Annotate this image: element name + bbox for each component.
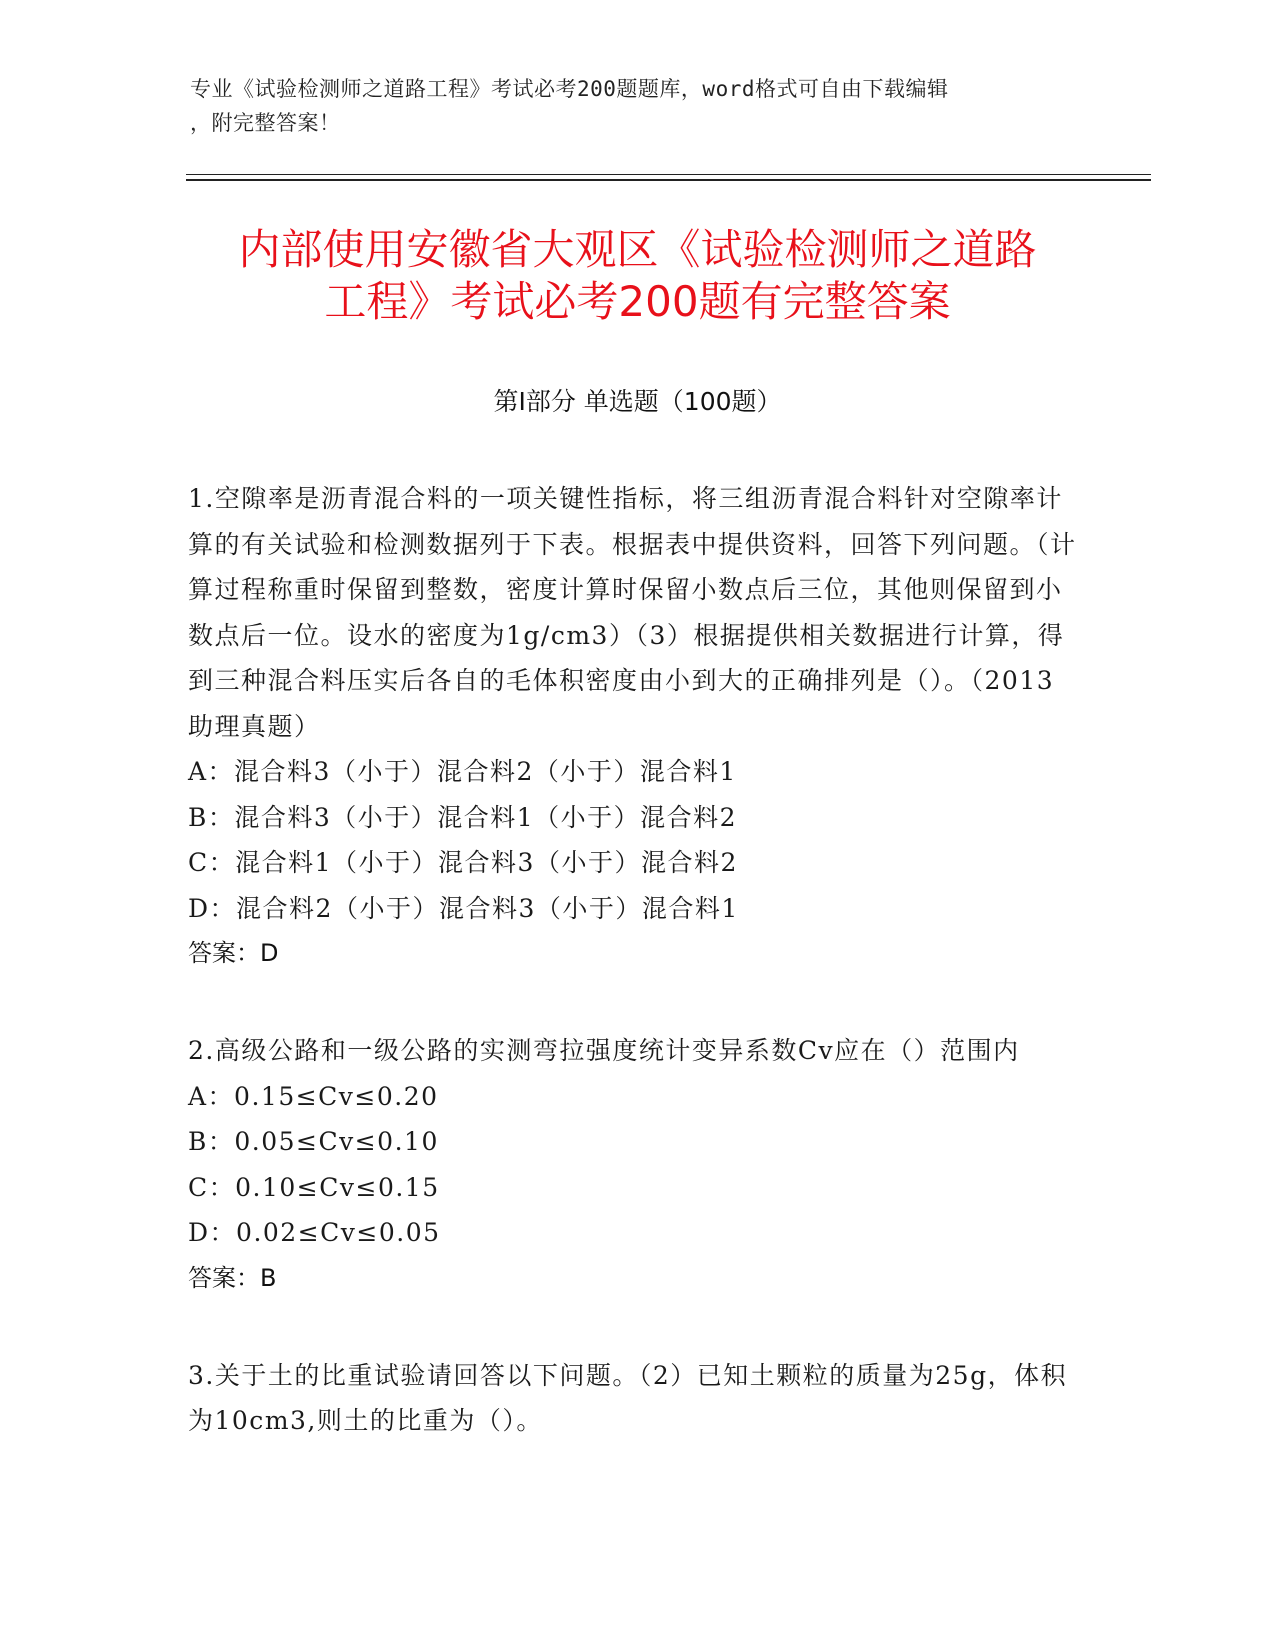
document-title-line-2: 工程》考试必考200题有完整答案 xyxy=(324,277,951,326)
question-option-b: B：0.05≤Cv≤0.10 xyxy=(188,1127,439,1156)
header-note-line-1: 专业《试验检测师之道路工程》考试必考200题题库，word格式可自由下载编辑 xyxy=(190,77,949,101)
question-stem: 1.空隙率是沥青混合料的一项关键性指标，将三组沥青混合料针对空隙率计算的有关试验和检测数据列于下表。根据表中提供资料，回答下列问题。（计算过程称重时保留到整数，密度计算时保留小数点后三位，其他则保留到小数点后一位。设水的密度为1g/cm3）（3）根据提供相关数据进行计算，得到三种混合料压实后各自的毛体积密度由小到大的正确排列是（）。（2013助理真题） xyxy=(188,484,1077,741)
header-divider-thick xyxy=(186,179,1151,181)
question-option-c: C：0.10≤Cv≤0.15 xyxy=(188,1172,440,1202)
question-option-d: D：混合料2（小于）混合料3（小于）混合料1 xyxy=(188,893,739,923)
document-title-line-1: 内部使用安徽省大观区《试验检测师之道路 xyxy=(238,225,1037,274)
question-option-a: A：0.15≤Cv≤0.20 xyxy=(188,1081,439,1111)
header-note-line-2: ，附完整答案！ xyxy=(190,111,341,135)
section-heading: 第Ⅰ部分 单选题（100题） xyxy=(493,387,782,416)
question-item-2 xyxy=(188,1028,1078,1301)
question-answer: 答案：B xyxy=(188,1263,277,1292)
question-option-a: A：混合料3（小于）混合料2（小于）混合料1 xyxy=(188,757,737,786)
question-answer: 答案：D xyxy=(188,939,279,967)
header-note xyxy=(190,72,1090,140)
question-option-b: B：混合料3（小于）混合料1（小于）混合料2 xyxy=(188,802,738,832)
question-stem: 2.高级公路和一级公路的实测弯拉强度统计变异系数Cv应在（）范围内 xyxy=(188,1036,1020,1065)
question-item-1 xyxy=(188,476,1078,976)
question-list xyxy=(188,476,1078,1496)
header-divider-thin xyxy=(186,174,1151,175)
document-title xyxy=(0,224,1275,328)
question-stem: 3.关于土的比重试验请回答以下问题。（2）已知土颗粒的质量为25g，体积为10cm3,则土的比重为（）。 xyxy=(188,1360,1068,1435)
question-option-c: C：混合料1（小于）混合料3（小于）混合料2 xyxy=(188,848,738,877)
question-item-3 xyxy=(188,1353,1078,1444)
question-option-d: D：0.02≤Cv≤0.05 xyxy=(188,1218,441,1247)
